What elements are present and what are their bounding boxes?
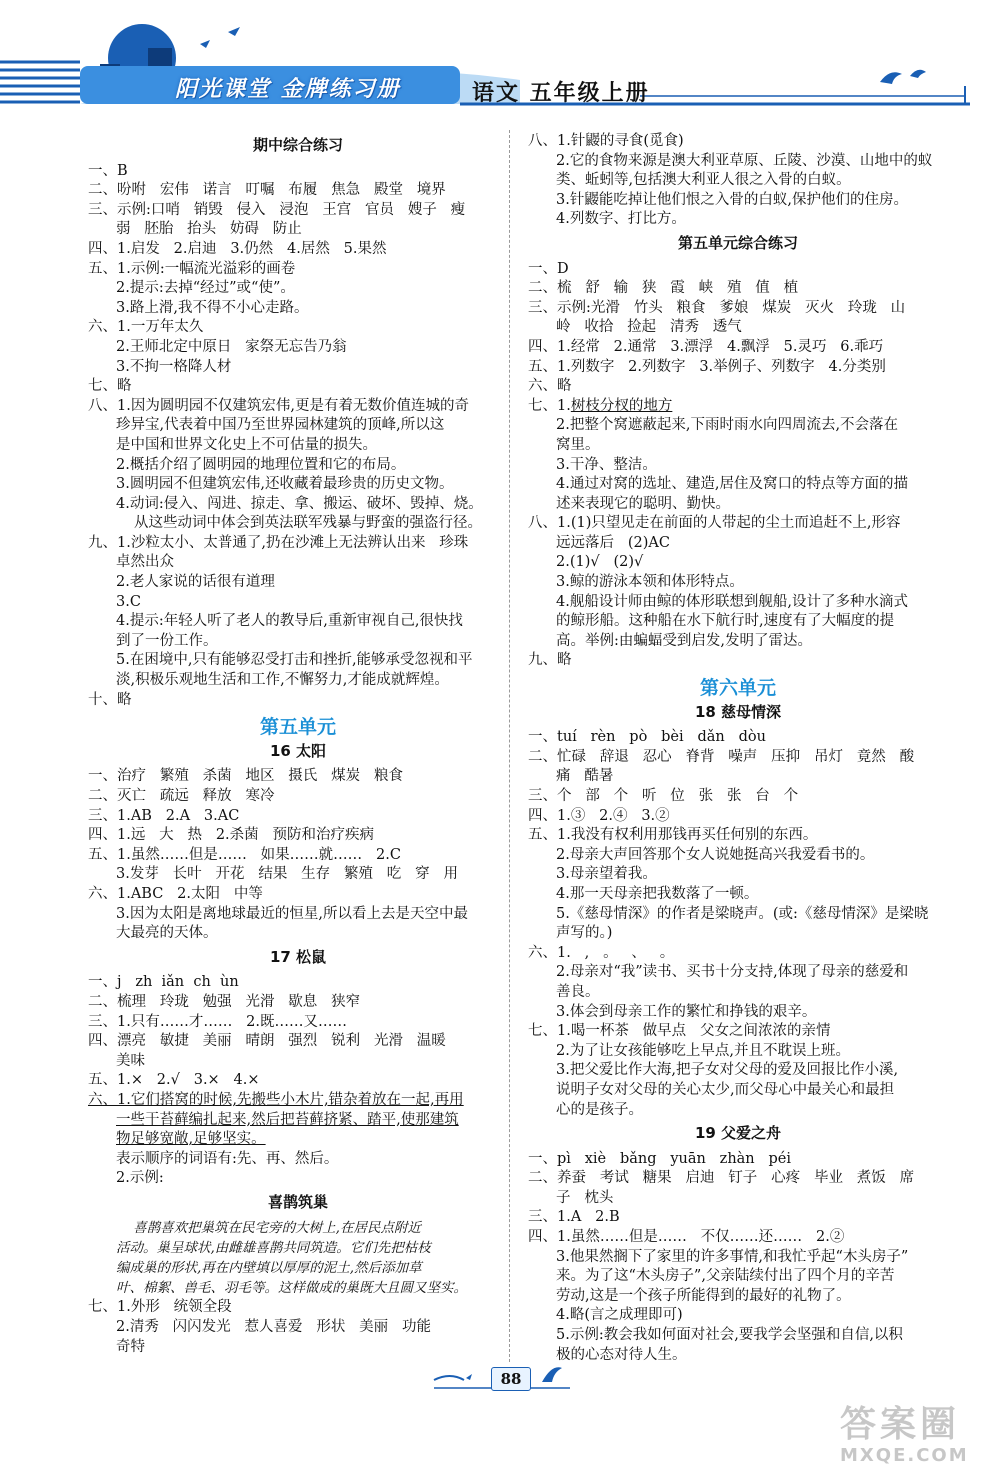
answer-line: 2.母亲大声回答那个女人说她挺高兴我爱看书的。 bbox=[556, 846, 875, 863]
series-title: 阳光课堂 金牌练习册 bbox=[175, 77, 401, 102]
answer-line: 3.路上滑,我不得不小心走路。 bbox=[116, 299, 309, 316]
sample-essay-line: 叶、棉絮、兽毛、羽毛等。这样做成的巢既大且圆又坚实。 bbox=[116, 1280, 467, 1297]
answer-line: 5.示例:教会我如何面对社会,要我学会坚强和自信,以积 bbox=[556, 1327, 903, 1344]
answer-line: 美味 bbox=[116, 1052, 145, 1069]
answer-line: 三、示例:光滑 竹头 粮食 爹娘 煤炭 灭火 玲珑 山 bbox=[528, 299, 906, 316]
answer-line: 述来表现它的聪明、勤快。 bbox=[556, 495, 730, 512]
subject-grade: 语文 五年级上册 bbox=[472, 81, 650, 106]
watermark bbox=[840, 1405, 990, 1470]
column-divider bbox=[509, 130, 510, 1362]
answer-line: 3.发芽 长叶 开花 结果 生存 繁殖 吃 穿 用 bbox=[116, 866, 458, 883]
answer-line: 三、1.A 2.B bbox=[528, 1209, 620, 1226]
watermark-url: MXQE.COM bbox=[840, 1445, 969, 1466]
answer-line: 远远落后 (2)AC bbox=[556, 534, 670, 551]
answer-line: 高。举例:由蝙蝠受到启发,发明了雷达。 bbox=[556, 632, 812, 649]
answer-line: 六、1.一万年太久 bbox=[88, 319, 204, 336]
answer-line: 2.(1)√ (2)√ bbox=[556, 554, 644, 571]
answer-line: 二、养蚕 考试 糖果 启迪 钉子 心疼 毕业 煮饭 席 bbox=[528, 1170, 915, 1187]
answer-line: 六、1.ABC 2.太阳 中等 bbox=[88, 885, 263, 902]
answer-line: 4.那一天母亲把我数落了一顿。 bbox=[556, 885, 759, 902]
answer-line: 二、梳理 玲珑 勉强 光滑 歇息 狭窄 bbox=[88, 993, 361, 1010]
answer-line: 七、1.喝一杯茶 做早点 父女之间浓浓的亲情 bbox=[528, 1023, 831, 1040]
answer-line bbox=[528, 397, 948, 417]
answer-line: 三、1.AB 2.A 3.AC bbox=[88, 807, 240, 824]
answer-line: 极的心态对待人生。 bbox=[556, 1346, 687, 1363]
answer-line: 四、1.远 大 热 2.杀菌 预防和治疗疾病 bbox=[88, 827, 374, 844]
answer-line: 说明子女对父母的关心太少,而父母心中最关心和最担 bbox=[556, 1081, 895, 1098]
answer-line: 劳动,这是一个孩子所能得到的最好的礼物了。 bbox=[556, 1287, 851, 1304]
answer-line: 六、略 bbox=[528, 378, 572, 395]
answer-line: 子 枕头 bbox=[556, 1189, 614, 1206]
answer-line: 四、漂亮 敏捷 美丽 晴朗 强烈 锐利 光滑 温暖 bbox=[88, 1033, 446, 1050]
page-header bbox=[0, 0, 1000, 120]
answer-line: 奇特 bbox=[116, 1338, 145, 1355]
answer-line: 3.他果然搁下了家里的许多事情,和我忙乎起“木头房子” bbox=[556, 1248, 909, 1265]
answer-line: 一、j zh iǎn ch ùn bbox=[88, 974, 239, 991]
answer-line: 二、吩咐 宏伟 诺言 叮嘱 布履 焦急 殿堂 境界 bbox=[88, 182, 446, 199]
answer-line: 3.不拘一格降人材 bbox=[116, 358, 232, 375]
answer-line: 四、1.③ 2.④ 3.② bbox=[528, 807, 670, 824]
answer-line: 2.它的食物来源是澳大利亚草原、丘陵、沙漠、山地中的蚁 bbox=[556, 152, 933, 169]
answer-line: 二、忙碌 辞退 忍心 脊背 噪声 压抑 吊灯 竟然 酸 bbox=[528, 748, 915, 765]
answer-line: 3.干净、整洁。 bbox=[556, 456, 657, 473]
answer-line: 一、B bbox=[88, 162, 128, 179]
answer-line: 3.体会到母亲工作的繁忙和挣钱的艰辛。 bbox=[556, 1003, 817, 1020]
left-answer-column bbox=[88, 132, 508, 1357]
answer-line: 四、1.虽然……但是…… 不仅……还…… 2.② bbox=[528, 1229, 845, 1246]
section-title: 17 松鼠 bbox=[269, 947, 327, 966]
answer-line: 一些干苔藓编扎起来,然后把苔藓挤紧、踏平,使那建筑 bbox=[116, 1111, 459, 1128]
answer-line: 3.母亲望着我。 bbox=[556, 866, 657, 883]
answer-line: 2.示例: bbox=[116, 1170, 164, 1187]
answer-line: 2.老人家说的话很有道理 bbox=[116, 574, 275, 591]
answer-line: 2.王师北定中原日 家祭无忘告乃翁 bbox=[116, 338, 347, 355]
sample-essay-line: 编成巢的形状,再在内壁填以厚厚的泥土,然后添加草 bbox=[116, 1260, 422, 1277]
answer-line: 心的是孩子。 bbox=[556, 1101, 643, 1118]
section-title: 19 父爱之舟 bbox=[694, 1124, 782, 1143]
answer-line: 4.略(言之成理即可) bbox=[556, 1307, 683, 1324]
answer-line: 2.提示:去掉“经过”或“使”。 bbox=[116, 280, 295, 297]
answer-line: 表示顺序的词语有:先、再、然后。 bbox=[116, 1150, 339, 1167]
answer-line: 五、1.示例:一幅流光溢彩的画卷 bbox=[88, 260, 296, 277]
answer-line: 从这些动词中体会到英法联军残暴与野蛮的强盗行径。 bbox=[134, 515, 482, 532]
answer-line: 是中国和世界文化史上不可估量的损失。 bbox=[116, 436, 377, 453]
answer-line: 窝里。 bbox=[556, 436, 600, 453]
answer-line: 声写的。) bbox=[556, 925, 613, 942]
answer-line: 二、灭亡 疏远 释放 寒冷 bbox=[88, 788, 275, 804]
answer-line: 2.清秀 闪闪发光 惹人喜爱 形状 美丽 功能 bbox=[116, 1319, 431, 1336]
answer-line: 九、1.沙粒太小、太普通了,扔在沙滩上无法辨认出来 珍珠 bbox=[88, 534, 469, 551]
answer-line: 卓然出众 bbox=[116, 554, 174, 571]
answer-line: 六、1. , 。 、 。 bbox=[528, 944, 675, 961]
answer-line: 八、1.针鼹的寻食(觅食) bbox=[528, 133, 684, 149]
right-answer-column bbox=[528, 132, 948, 1365]
answer-line: 3.圆明园不但建筑宏伟,还收藏着最珍贵的历史文物。 bbox=[116, 476, 454, 493]
answer-line: 物足够宽敞,足够坚实。 bbox=[116, 1131, 266, 1148]
answer-line: 3.C bbox=[116, 593, 141, 610]
answer-line: 3.鲸的游泳本领和体形特点。 bbox=[556, 574, 744, 591]
answer-line: 3.针鼹能吃掉让他们恨之入骨的白蚁,保护他们的住房。 bbox=[556, 191, 908, 208]
answer-line: 五、1.列数字 2.列数字 3.举例子、列数字 4.分类别 bbox=[528, 358, 886, 375]
answer-line: 六、1.它们搭窝的时候,先搬些小木片,错杂着放在一起,再用 bbox=[88, 1091, 464, 1108]
answer-line: 来。为了这“木头房子”,父亲陆续付出了四个月的辛苦 bbox=[556, 1268, 895, 1285]
answer-line: 五、1.虽然……但是…… 如果……就…… 2.C bbox=[88, 846, 401, 863]
answer-line: 2.母亲对“我”读书、买书十分支持,体现了母亲的慈爱和 bbox=[556, 964, 909, 981]
answer-line: 三、示例:口哨 销毁 侵入 浸泡 王宫 官员 嫂子 瘦 bbox=[88, 201, 466, 218]
answer-line: 岭 收拾 捡起 清秀 透气 bbox=[556, 319, 742, 336]
section-title: 第五单元综合练习 bbox=[677, 233, 798, 252]
answer-line: 5.在困境中,只有能够忍受打击和挫折,能够承受忽视和平 bbox=[116, 652, 473, 669]
answer-line: 九、略 bbox=[528, 652, 572, 669]
answer-line: 弱 胚胎 抬头 妨碍 防止 bbox=[116, 221, 302, 238]
answer-line: 一、pì xiè bǎng yuān zhàn péi bbox=[528, 1150, 791, 1167]
answer-line: 八、1.(1)只望见走在前面的人带起的尘土而追赶不上,形容 bbox=[528, 515, 901, 532]
section-title: 期中综合练习 bbox=[252, 136, 343, 154]
answer-line: 四、1.经常 2.通常 3.漂浮 4.飘浮 5.灵巧 6.乖巧 bbox=[528, 338, 884, 355]
sample-essay-line: 喜鹊喜欢把巢筑在民宅旁的大树上,在居民点附近 bbox=[116, 1220, 421, 1237]
answer-line: 珍异宝,代表着中国乃至世界园林建筑的顶峰,所以这 bbox=[116, 417, 445, 434]
answer-line: 一、治疗 繁殖 杀菌 地区 摄氏 煤炭 粮食 bbox=[88, 768, 403, 785]
answer-line: 4.提示:年轻人听了老人的教导后,重新审视自己,很快找 bbox=[116, 613, 463, 630]
answer-line: 4.列数字、打比方。 bbox=[556, 211, 686, 228]
answer-line: 类、蚯蚓等,包括澳大利亚人很之入骨的白蚁。 bbox=[556, 172, 851, 189]
answer-line: 5.《慈母情深》的作者是梁晓声。(或:《慈母情深》是梁晓 bbox=[556, 905, 929, 922]
answer-line: 2.为了让女孩能够吃上早点,并且不耽误上班。 bbox=[556, 1042, 850, 1059]
answer-line: 七、1.外形 统领全段 bbox=[88, 1299, 232, 1316]
section-title: 喜鹊筑巢 bbox=[267, 1192, 328, 1211]
unit-heading: 第六单元 bbox=[699, 677, 776, 700]
answer-line: 的鲸形船。这种船在水下航行时,速度有了大幅度的提 bbox=[556, 613, 895, 630]
answer-line: 3.因为太阳是离地球最近的恒星,所以看上去是天空中最 bbox=[116, 905, 468, 922]
answer-line: 三、1.只有……才…… 2.既……又…… bbox=[88, 1013, 347, 1030]
answer-line: 五、1.我没有权利用那钱再买任何别的东西。 bbox=[528, 827, 818, 844]
answer-line: 五、1.× 2.√ 3.× 4.× bbox=[88, 1072, 260, 1089]
answer-line: 善良。 bbox=[556, 983, 600, 1000]
page-number: 88 bbox=[491, 1367, 531, 1391]
answer-line: 一、D bbox=[528, 260, 569, 277]
unit-heading: 第五单元 bbox=[259, 716, 336, 739]
answer-line: 七、略 bbox=[88, 378, 132, 395]
answer-line: 4.通过对窝的选址、建造,居住及窝口的特点等方面的描 bbox=[556, 476, 908, 493]
answer-prefix: 七、1. bbox=[528, 397, 571, 414]
answer-line: 淡,积极乐观地生活和工作,不懈努力,才能成就辉煌。 bbox=[116, 672, 449, 689]
answer-line: 八、1.因为圆明园不仅建筑宏伟,更是有着无数价值连城的奇 bbox=[88, 397, 469, 414]
answer-line: 3.把父爱比作大海,把子女对父母的爱及回报比作小溪, bbox=[556, 1062, 899, 1079]
answer-line: 2.把整个窝遮蔽起来,下雨时雨水向四周流去,不会落在 bbox=[556, 417, 899, 434]
underlined-answer: 树枝分杈的地方 bbox=[570, 397, 673, 414]
answer-line: 十、略 bbox=[88, 691, 132, 708]
answer-line: 到了一份工作。 bbox=[116, 632, 218, 649]
watermark-logo-text: 答案圈 bbox=[840, 1404, 961, 1445]
sample-essay-line: 活动。巢呈球状,由雌雄喜鹊共同筑造。它们先把枯枝 bbox=[116, 1240, 431, 1257]
answer-line: 一、tuí rèn pò bèi dǎn dòu bbox=[528, 729, 766, 746]
answer-line: 二、梳 舒 输 狭 霞 峡 殖 值 植 bbox=[528, 280, 799, 297]
answer-line: 四、1.启发 2.启迪 3.仍然 4.居然 5.果然 bbox=[88, 240, 387, 257]
answer-line: 三、个 部 个 听 位 张 张 台 个 bbox=[528, 788, 799, 804]
answer-line: 大最亮的天体。 bbox=[116, 925, 218, 942]
section-title: 18 慈母情深 bbox=[694, 702, 782, 721]
answer-line: 4.动词:侵入、闯进、掠走、拿、搬运、破坏、毁掉、烧。 bbox=[116, 495, 483, 512]
answer-line: 4.舰船设计师由鲸的体形联想到舰船,设计了多种水滴式 bbox=[556, 593, 908, 610]
section-title: 16 太阳 bbox=[269, 741, 327, 760]
answer-line: 痛 酷暑 bbox=[556, 768, 614, 785]
answer-line: 2.概括介绍了圆明园的地理位置和它的布局。 bbox=[116, 456, 406, 473]
